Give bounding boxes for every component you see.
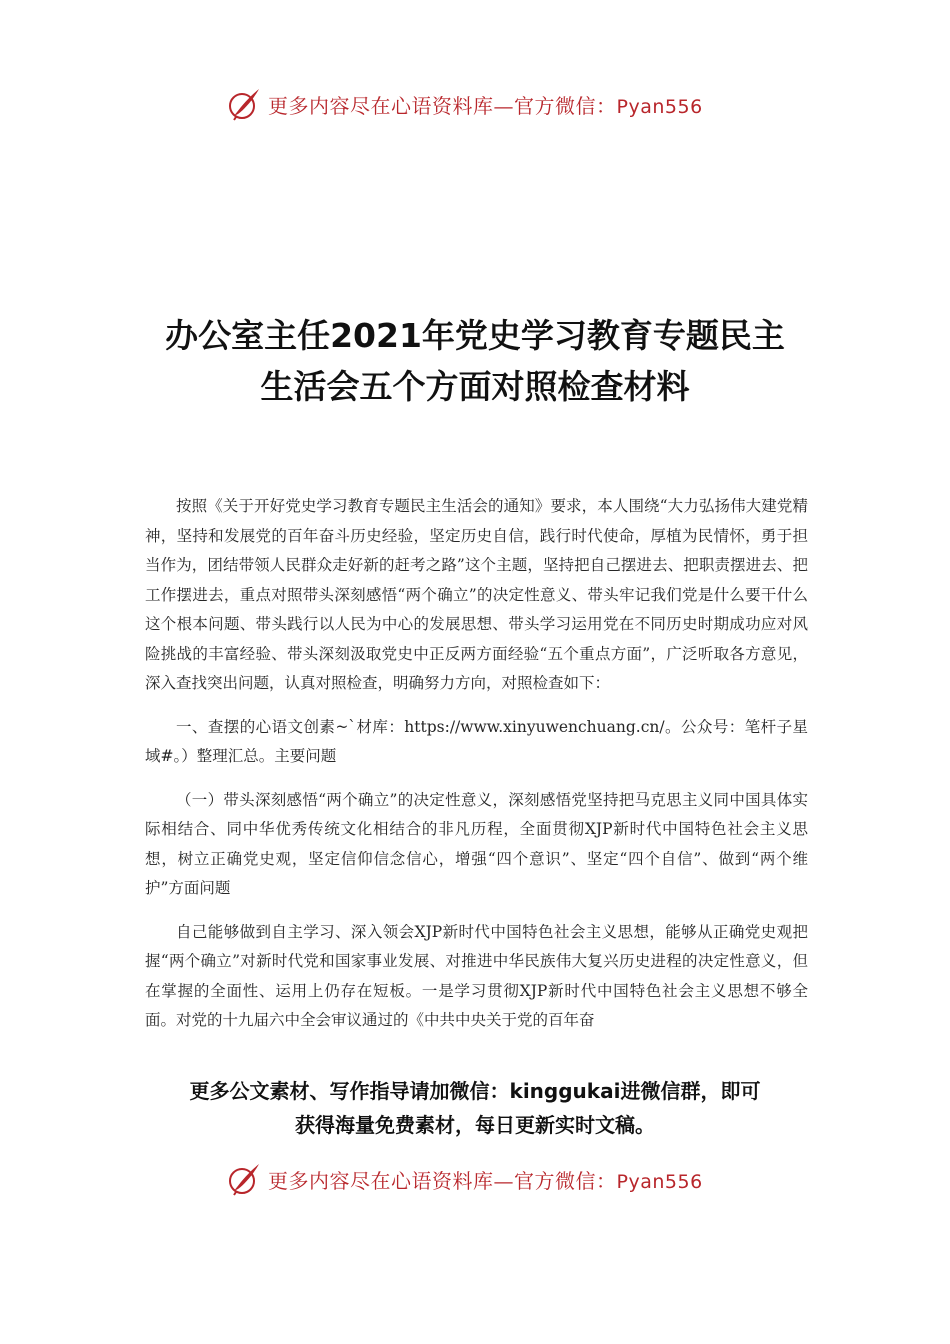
promo-line-1: 更多公文素材、写作指导请加微信：kinggukai进微信群，即可 [189,1079,761,1103]
promo-line-2: 获得海量免费素材，每日更新实时文稿。 [295,1113,655,1137]
watermark-prefix: 更多内容尽在心语资料库—官方微信： [268,93,617,118]
title-line-1: 办公室主任2021年党史学习教育专题民主 [165,316,785,355]
watermark-wechat-id: Pyan556 [616,95,703,118]
watermark-wechat-id: Pyan556 [616,1170,703,1193]
paragraph-subsection-1: （一）带头深刻感悟“两个确立”的决定性意义，深刻感悟党坚持把马克思主义同中国具体实际相结合、同中华优秀传统文化相结合的非凡历程，全面贯彻XJP新时代中国特色社会主义思想，树立正确党史观，坚定信仰信念信心，增强“四个意识”、坚定“四个自信”、做到“两个维护”方面问题 [145,790,808,897]
paragraph-intro: 按照《关于开好党史学习教育专题民主生活会的通知》要求，本人围绕“大力弘扬伟大建党精神，坚持和发展党的百年奋斗历史经验，坚定历史自信，践行时代使命，厚植为民情怀，勇于担当作为，团结带领人民群众走好新的赶考之路”这个主题，坚持把自己摆进去、把职责摆进去、把工作摆进去，重点对照带头深刻感悟“两个确立”的决定性意义、带头牢记我们党是什么要干什么这个根本问题、带头践行以人民为中心的发展思想、带头学习运用党在不同历史时期成功应对风险挑战的丰富经验、带头深刻汲取党史中正反两方面经验“五个重点方面”，广泛听取各方意见，深入查找突出问题，认真对照检查，明确努力方向，对照检查如下： [145,497,808,692]
watermark-text [268,1165,703,1194]
watermark-text [268,90,703,119]
document-title [100,310,850,412]
document-body [145,492,808,1050]
paragraph-section-heading: 一、查摆的心语文创素~`材库：https://www.xinyuwenchuang.cn/。公众号：笔杆子星域#。）整理汇总。主要问题 [145,717,808,765]
quill-pen-logo-icon [226,1161,262,1197]
promo-banner [110,1074,840,1142]
footer-watermark [226,1159,703,1199]
watermark-prefix: 更多内容尽在心语资料库—官方微信： [268,1168,617,1193]
quill-pen-logo-icon [226,86,262,122]
paragraph-self-assessment: 自己能够做到自主学习、深入领会XJP新时代中国特色社会主义思想，能够从正确党史观把握“两个确立”对新时代党和国家事业发展、对推进中华民族伟大复兴历史进程的决定性意义，但在掌握的全面性、运用上仍存在短板。一是学习贯彻XJP新时代中国特色社会主义思想不够全面。对党的十九届六中全会审议通过的《中共中央关于党的百年奋 [145,922,808,1029]
header-watermark [226,84,703,124]
title-line-2: 生活会五个方面对照检查材料 [260,367,690,406]
